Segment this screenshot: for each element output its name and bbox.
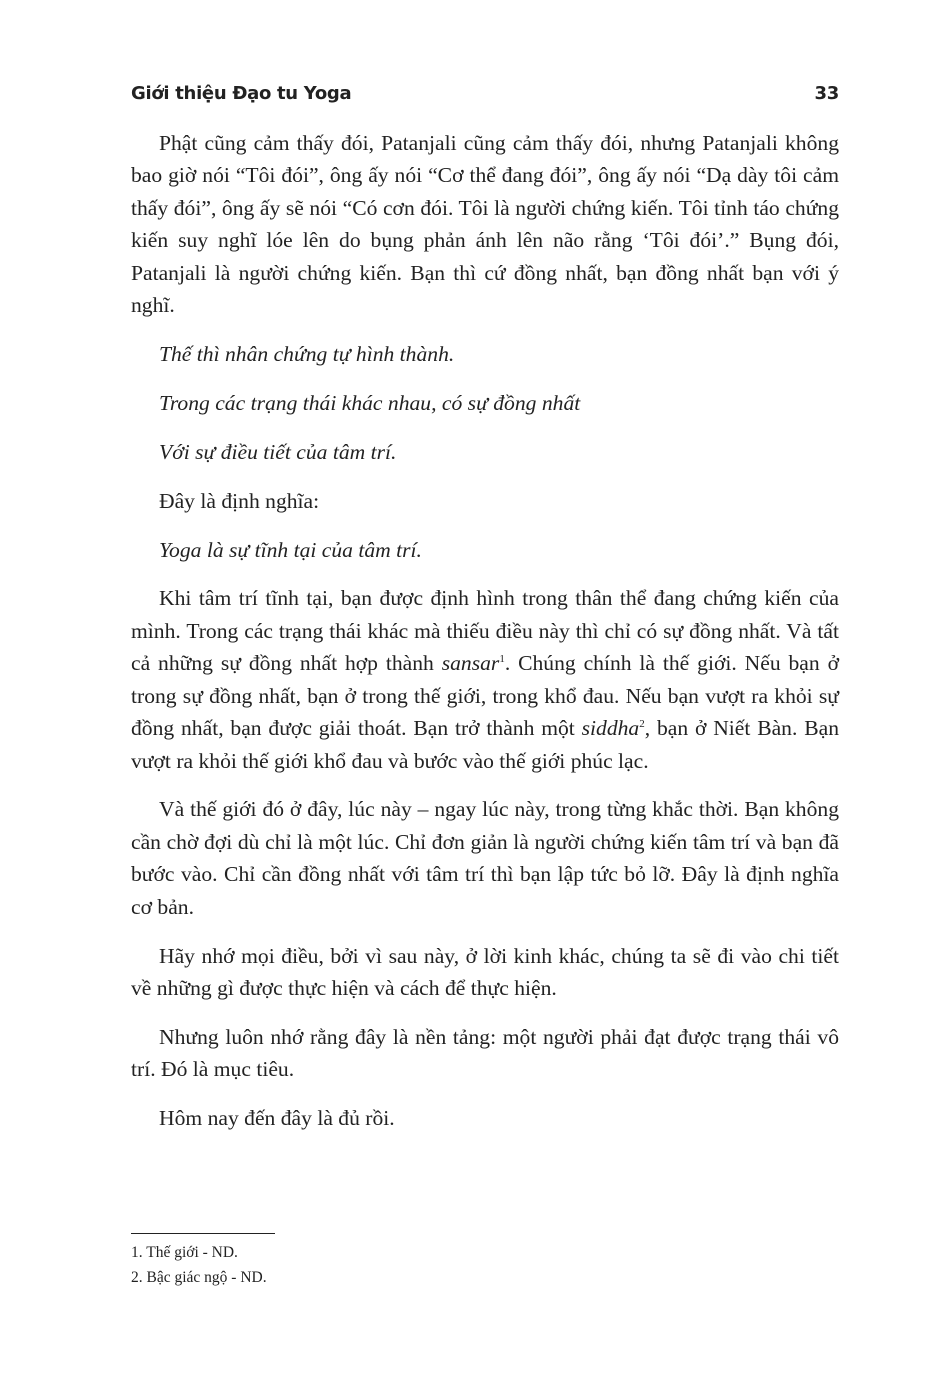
verse-line: Thế thì nhân chứng tự hình thành. (159, 341, 455, 366)
paragraph (131, 582, 839, 776)
verse-line: Với sự điều tiết của tâm trí. (159, 439, 397, 464)
running-header (131, 80, 839, 106)
paragraph: Đây là định nghĩa: (159, 488, 320, 513)
footnotes (131, 1240, 267, 1290)
text-run: Khi tâm trí tĩnh tại, bạn được định hình trong thân thể đang chứng kiến của mình. Trong các trạng thái khác mà thiếu điều này thì chỉ có sự đồng nhất. Và tất cả những sự đồng nhất hợp thành (131, 586, 839, 676)
text-run: . Chúng chính là thế giới. Nếu bạn ở trong sự đồng nhất, bạn ở trong thế giới, trong khổ đau. Nếu bạn vượt ra khỏi sự đồng nhất, bạn được giải thoát. Bạn trở thành một (131, 651, 839, 741)
term-siddha: siddha (581, 716, 640, 741)
verse-line: Trong các trạng thái khác nhau, có sự đồng nhất (159, 390, 581, 415)
footnote-divider (131, 1233, 275, 1234)
footnote-ref-1: 1 (499, 653, 505, 666)
verse-line: Yoga là sự tĩnh tại của tâm trí. (159, 537, 422, 562)
paragraph: Hãy nhớ mọi điều, bởi vì sau này, ở lời kinh khác, chúng ta sẽ đi vào chi tiết về những gì được thực hiện và cách để thực hiện. (131, 943, 839, 1000)
footnote-1: 1. Thế giới - ND. (131, 1244, 238, 1261)
paragraph: Hôm nay đến đây là đủ rồi. (159, 1106, 395, 1131)
paragraph: Nhưng luôn nhớ rằng đây là nền tảng: một người phải đạt được trạng thái vô trí. Đó là mục tiêu. (131, 1024, 839, 1082)
body-text (131, 127, 839, 1151)
page-number: 33 (814, 82, 839, 104)
text-run: , bạn ở Niết Bàn. Bạn vượt ra khỏi thế giới khổ đau và bước vào thế giới phúc lạc. (131, 716, 839, 773)
term-sansar: sansar (441, 651, 500, 676)
footnote-ref-2: 2 (639, 717, 645, 730)
paragraph: Phật cũng cảm thấy đói, Patanjali cũng cảm thấy đói, nhưng Patanjali không bao giờ nói “Tôi đói”, ông ấy nói “Cơ thể đang đói”, ông ấy nói “Dạ dày tôi cảm thấy đói”, ông ấy sẽ nói “Có cơn đói. Tôi là người chứng kiến. Tôi tỉnh táo chứng kiến suy nghĩ lóe lên do bụng phản ánh lên não rằng ‘Tôi đói’.” Bụng đói, Patanjali là người chứng kiến. Bạn thì cứ đồng nhất, bạn đồng nhất bạn với ý nghĩ. (131, 131, 839, 318)
paragraph: Và thế giới đó ở đây, lúc này – ngay lúc này, trong từng khắc thời. Bạn không cần chờ đợi dù chỉ là một lúc. Chỉ đơn giản là người chứng kiến tâm trí và bạn đã bước vào. Chỉ cần đồng nhất với tâm trí thì bạn lập tức bỏ lỡ. Đây là định nghĩa cơ bản. (131, 797, 839, 919)
chapter-title: Giới thiệu Đạo tu Yoga (131, 82, 352, 104)
footnote-2: 2. Bậc giác ngộ - ND. (131, 1269, 267, 1286)
